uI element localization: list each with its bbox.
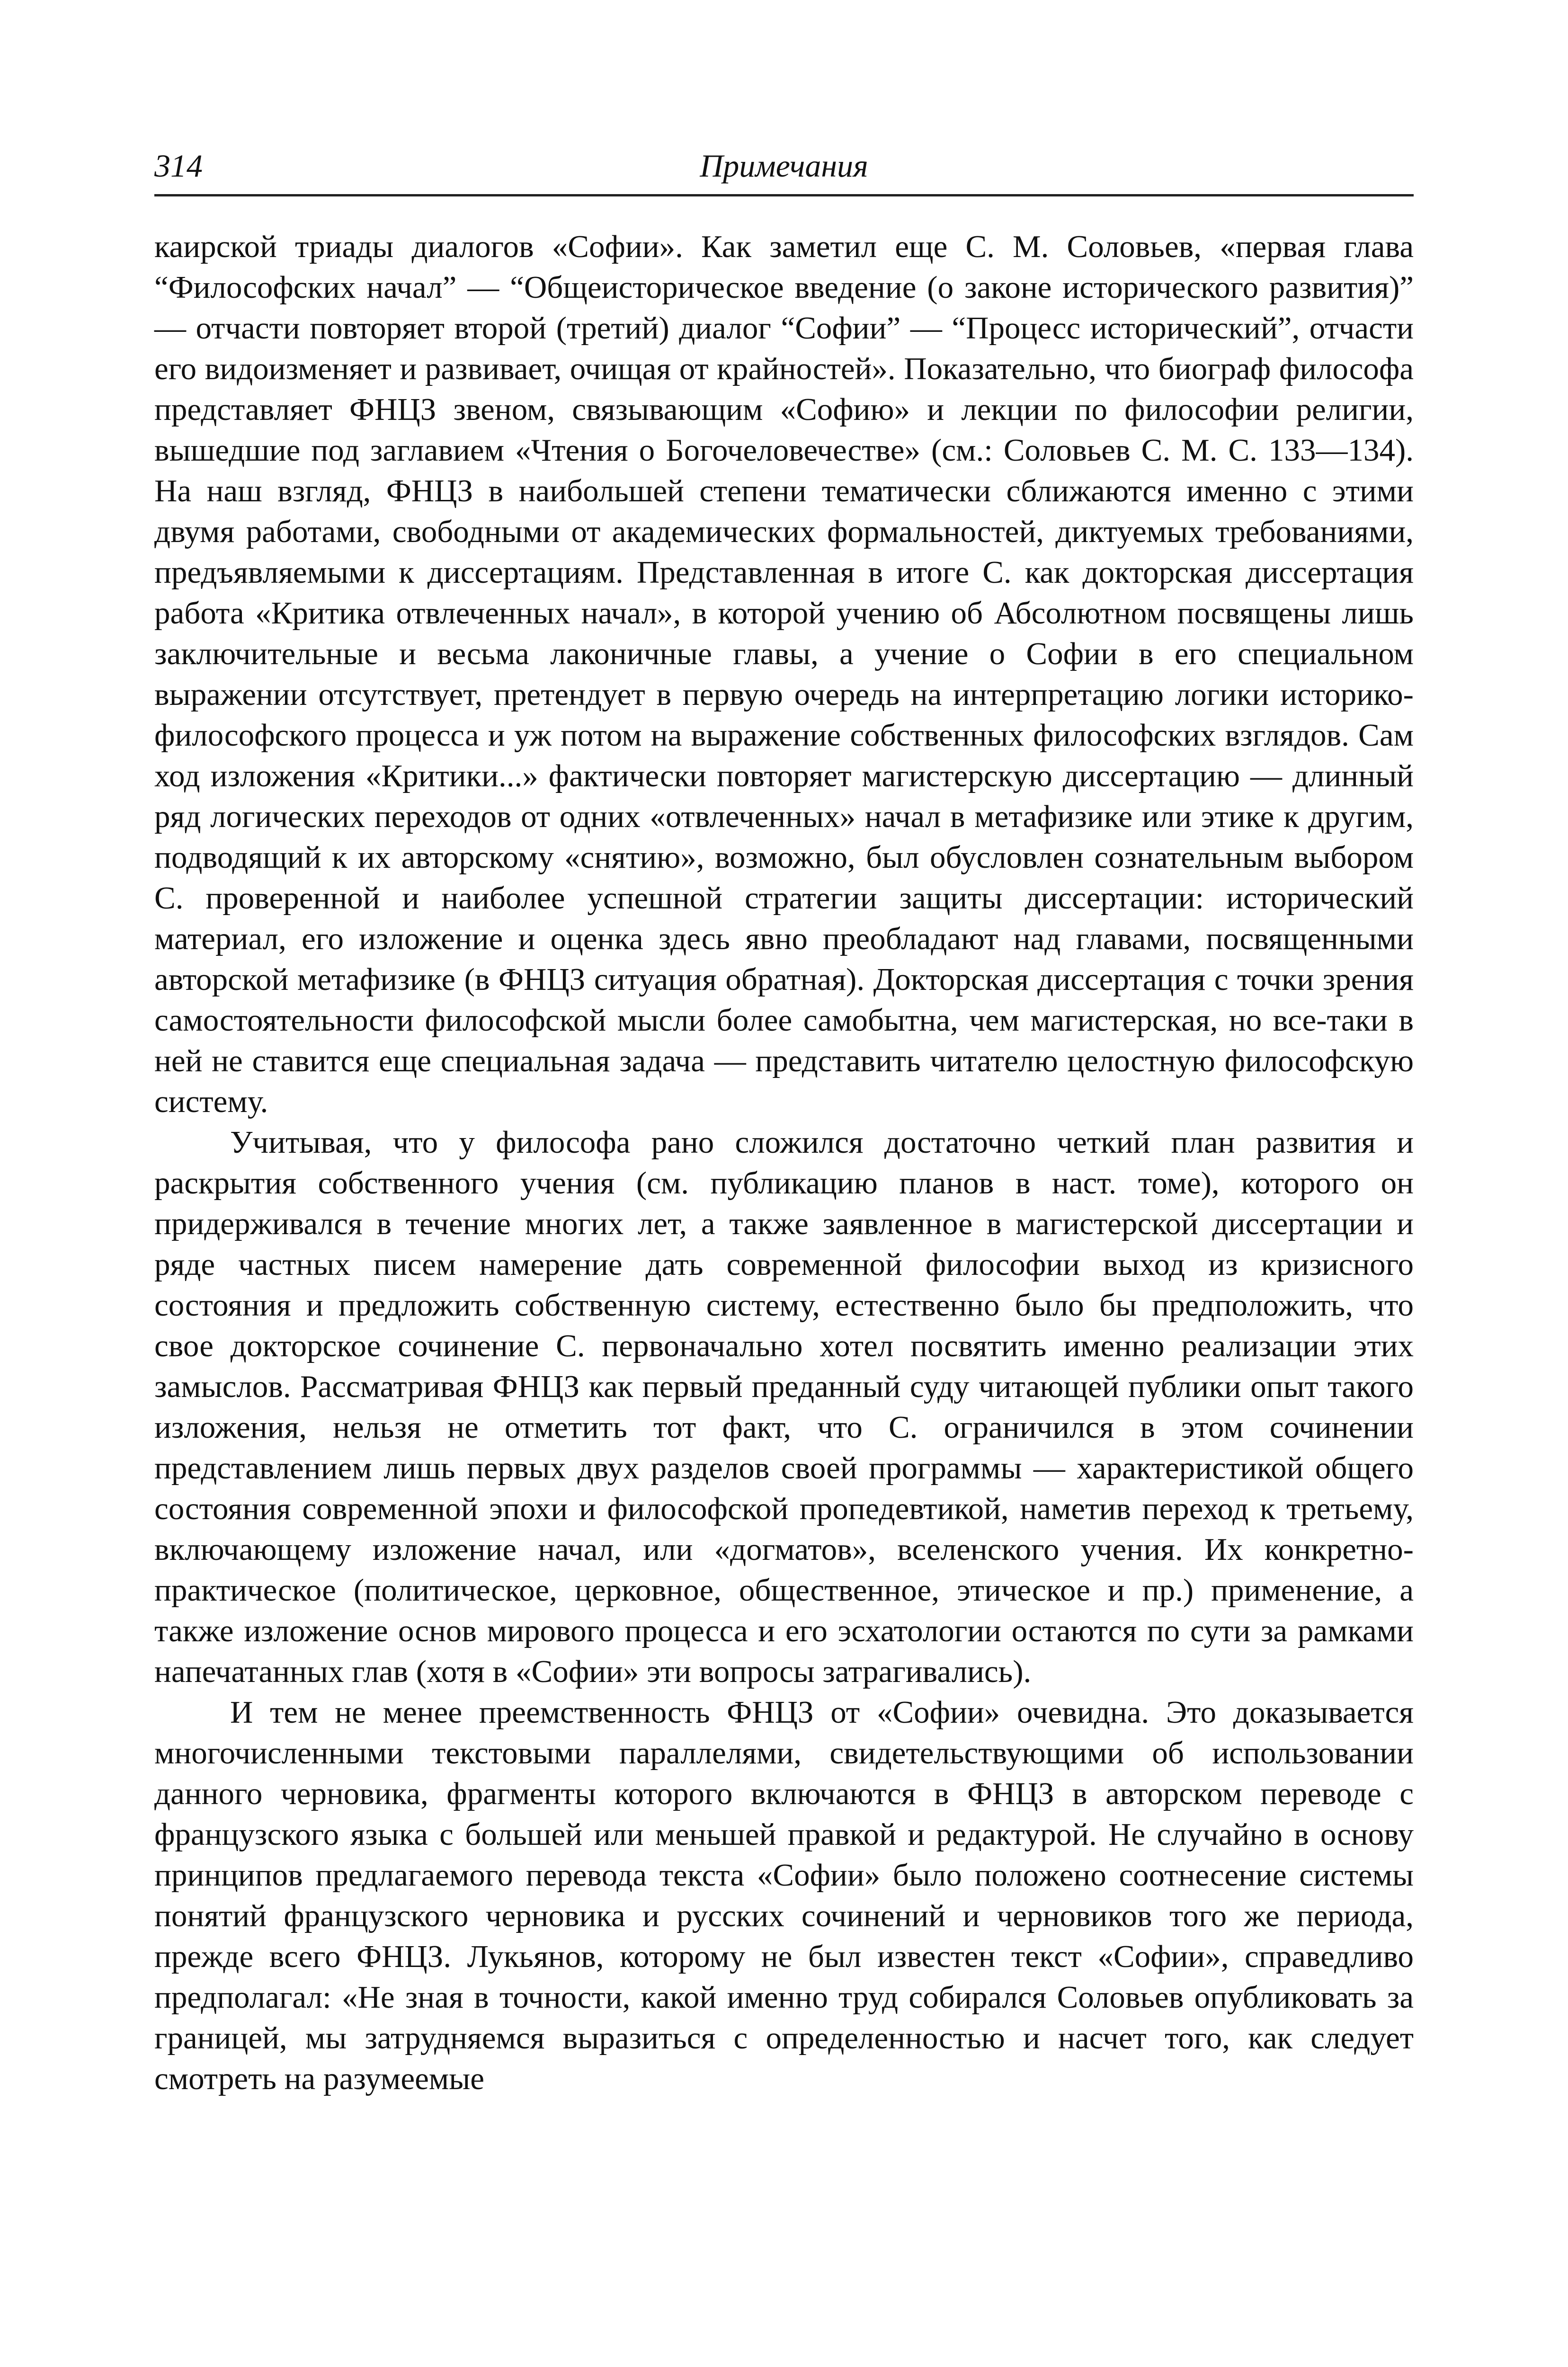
- page-number: 314: [154, 148, 203, 184]
- paragraph: каирской триады диалогов «Софии». Как заметил еще С. М. Соловьев, «первая глава “Философских начал” — “Общеисторическое введение (о законе исторического развития)” — отчасти повторяет второй (третий) диалог “Софии” — “Процесс исторический”, отчасти его видоизменяет и развивает, очищая от крайностей». Показательно, что биограф философа представляет ФНЦЗ звеном, связывающим «Софию» и лекции по философии религии, вышедшие под заглавием «Чтения о Богочеловечестве» (см.: Соловьев С. М. С. 133—134). На наш взгляд, ФНЦЗ в наибольшей степени тематически сближаются именно с этими двумя работами, свободными от академических формальностей, диктуемых требованиями, предъявляемыми к диссертациям. Представленная в итоге С. как докторская диссертация работа «Критика отвлеченных начал», в которой учению об Абсолютном посвящены лишь заключительные и весьма лаконичные главы, а учение о Софии в его специальном выражении отсутствует, претендует в первую очередь на интерпретацию логики историко-философского процесса и уж потом на выражение собственных философских взглядов. Сам ход изложения «Критики...» фактически повторяет магистерскую диссертацию — длинный ряд логических переходов от одних «отвлеченных» начал в метафизике или этике к другим, подводящий к их авторскому «снятию», возможно, был обусловлен сознательным выбором С. проверенной и наиболее успешной стратегии защиты диссертации: исторический материал, его изложение и оценка здесь явно преобладают над главами, посвященными авторской метафизике (в ФНЦЗ ситуация обратная). Докторская диссертация с точки зрения самостоятельности философской мысли более самобытна, чем магистерская, но все-таки в ней не ставится еще специальная задача — представить читателю целостную философскую систему.: [154, 229, 1414, 1119]
- paragraph: Учитывая, что у философа рано сложился достаточно четкий план развития и раскрытия собственного учения (см. публикацию планов в наст. томе), которого он придерживался в течение многих лет, а также заявленное в магистерской диссертации и ряде частных писем намерение дать современной философии выход из кризисного состояния и предложить собственную систему, естественно было бы предположить, что свое докторское сочинение С. первоначально хотел посвятить именно реализации этих замыслов. Рассматривая ФНЦЗ как первый преданный суду читающей публики опыт такого изложения, нельзя не отметить тот факт, что С. ограничился в этом сочинении представлением лишь первых двух разделов своей программы — характеристикой общего состояния современной эпохи и философской пропедевтикой, наметив переход к третьему, включающему изложение начал, или «догматов», вселенского учения. Их конкретно-практическое (политическое, церковное, общественное, этическое и пр.) применение, а также изложение основ мирового процесса и его эсхатологии остаются по сути за рамками напечатанных глав (хотя в «Софии» эти вопросы затрагивались).: [154, 1125, 1414, 1689]
- running-title: Примечания: [700, 148, 868, 184]
- body-text: [154, 226, 1414, 2099]
- page-header: [154, 142, 1414, 196]
- paragraph: И тем не менее преемственность ФНЦЗ от «Софии» очевидна. Это доказывается многочисленными текстовыми параллелями, свидетельствующими об использовании данного черновика, фрагменты которого включаются в ФНЦЗ в авторском переводе с французского языка с большей или меньшей правкой и редактурой. Не случайно в основу принципов предлагаемого перевода текста «Софии» было положено соотнесение системы понятий французского черновика и русских сочинений и черновиков того же периода, прежде всего ФНЦЗ. Лукьянов, которому не был известен текст «Софии», справедливо предполагал: «Не зная в точности, какой именно труд собирался Соловьев опубликовать за границей, мы затрудняемся выразиться с определенностью и насчет того, как следует смотреть на разумеемые: [154, 1695, 1414, 2096]
